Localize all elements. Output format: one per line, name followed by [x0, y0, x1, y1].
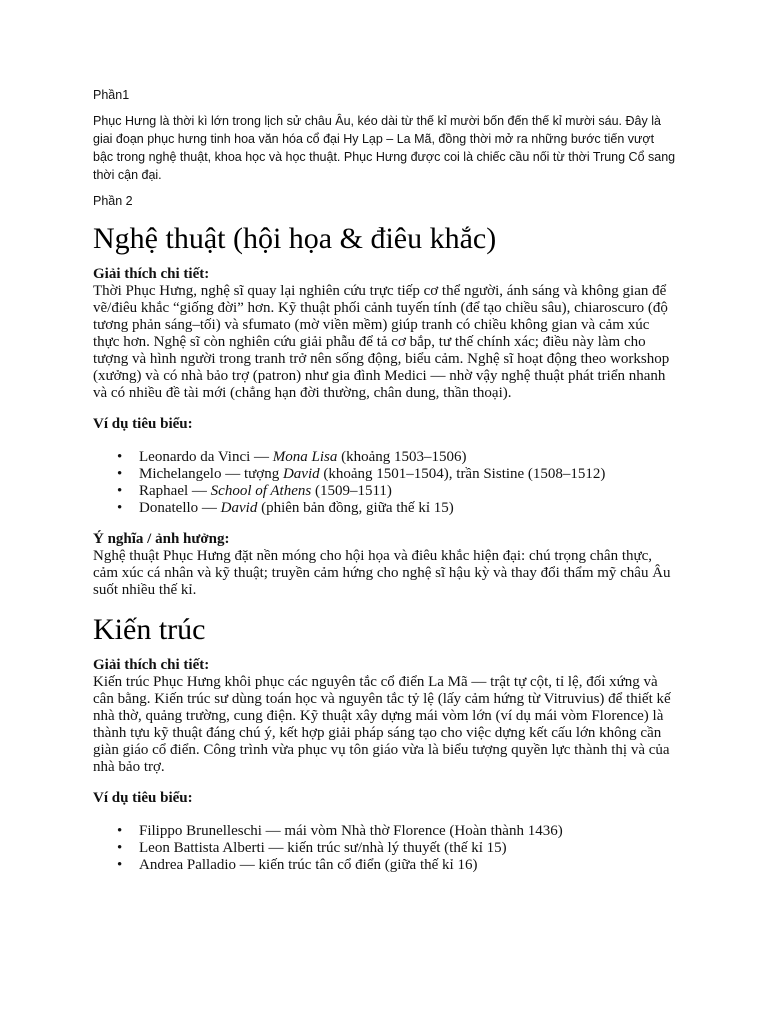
list-item: • Michelangelo — tượng David (khoảng 1501–1504), trần Sistine (1508–1512): [139, 466, 677, 483]
art-explain-label: Giải thích chi tiết:: [93, 266, 210, 282]
list-item: • Andrea Palladio — kiến trúc tân cổ điển (giữa thế kỉ 16): [139, 857, 677, 874]
art-examples-label: Ví dụ tiêu biểu:: [93, 416, 193, 432]
list-item: • Donatello — David (phiên bản đồng, giữa thế kỉ 15): [139, 500, 677, 517]
list-item: • Filippo Brunelleschi — mái vòm Nhà thờ Florence (Hoàn thành 1436): [139, 823, 677, 840]
list-item: • Leonardo da Vinci — Mona Lisa (khoảng 1503–1506): [139, 449, 677, 466]
architecture-explain-label: Giải thích chi tiết:: [93, 657, 210, 673]
art-impact-label: Ý nghĩa / ảnh hưởng:: [93, 531, 230, 547]
list-item: • Raphael — School of Athens (1509–1511): [139, 483, 677, 500]
part2-label: Phần 2: [93, 194, 133, 208]
art-examples-list: [93, 449, 677, 517]
art-explanation: [93, 266, 677, 402]
architecture-examples-label: Ví dụ tiêu biểu:: [93, 790, 193, 806]
art-impact: [93, 531, 677, 599]
architecture-examples-list: [93, 823, 677, 874]
architecture-heading: Kiến trúc: [93, 613, 206, 646]
part1-label: Phần1: [93, 88, 130, 102]
architecture-explanation: [93, 657, 677, 776]
art-heading: Nghệ thuật (hội họa & điêu khắc): [93, 222, 497, 255]
art-impact-text: Nghệ thuật Phục Hưng đặt nền móng cho hội họa và điêu khắc hiện đại: chú trọng chân thực, cảm xúc cá nhân và kỹ thuật; truyền cảm hứng cho nghệ sĩ hậu kỳ và thay đổi thẩm mỹ châu Âu suốt nhiều thế kỉ.: [93, 548, 671, 598]
architecture-explain-text: Kiến trúc Phục Hưng khôi phục các nguyên tắc cổ điển La Mã — trật tự cột, tỉ lệ, đối xứng và cân bằng. Kiến trúc sư dùng toán học và nguyên tắc tỷ lệ (lấy cảm hứng từ Vitruvius) để thiết kế nhà thờ, quảng trường, cung điện. Kỹ thuật xây dựng mái vòm lớn (ví dụ mái vòm Florence) là thành tựu kỹ thuật đáng chú ý, kết hợp giải pháp sáng tạo cho việc dựng kết cấu lớn không cần giàn giáo cổ điển. Công trình vừa phục vụ tôn giáo vừa là biểu tượng quyền lực thành thị và của nhà bảo trợ.: [93, 674, 671, 775]
art-explain-text: Thời Phục Hưng, nghệ sĩ quay lại nghiên cứu trực tiếp cơ thể người, ánh sáng và không gian để vẽ/điêu khắc “giống đời” hơn. Kỹ thuật phối cảnh tuyến tính (để tạo chiều sâu), chiaroscuro (độ tương phản sáng–tối) và sfumato (mờ viền mềm) giúp tranh có chiều không gian và cảm xúc thực hơn. Nghệ sĩ còn nghiên cứu giải phẫu để tả cơ bắp, tư thế chính xác; điều này làm cho tượng và hình người trong tranh trở nên sống động, biểu cảm. Nghệ sĩ hoạt động theo workshop (xưởng) và có nhà bảo trợ (patron) như gia đình Medici — nhờ vậy nghệ thuật phát triển nhanh và có nhiều đề tài mới (chẳng hạn đời thường, chân dung, thần thoại).: [93, 283, 670, 401]
part1-intro-paragraph: Phục Hưng là thời kì lớn trong lịch sử châu Âu, kéo dài từ thế kỉ mười bốn đến thế kỉ mười sáu. Đây là giai đoạn phục hưng tinh hoa văn hóa cổ đại Hy Lạp – La Mã, đồng thời mở ra những bước tiến vượt bậc trong nghệ thuật, khoa học và học thuật. Phục Hưng được coi là chiếc cầu nối từ thời Trung Cổ sang thời cận đại.: [93, 114, 676, 182]
list-item: • Leon Battista Alberti — kiến trúc sư/nhà lý thuyết (thế kỉ 15): [139, 840, 677, 857]
document-page: [93, 86, 677, 888]
